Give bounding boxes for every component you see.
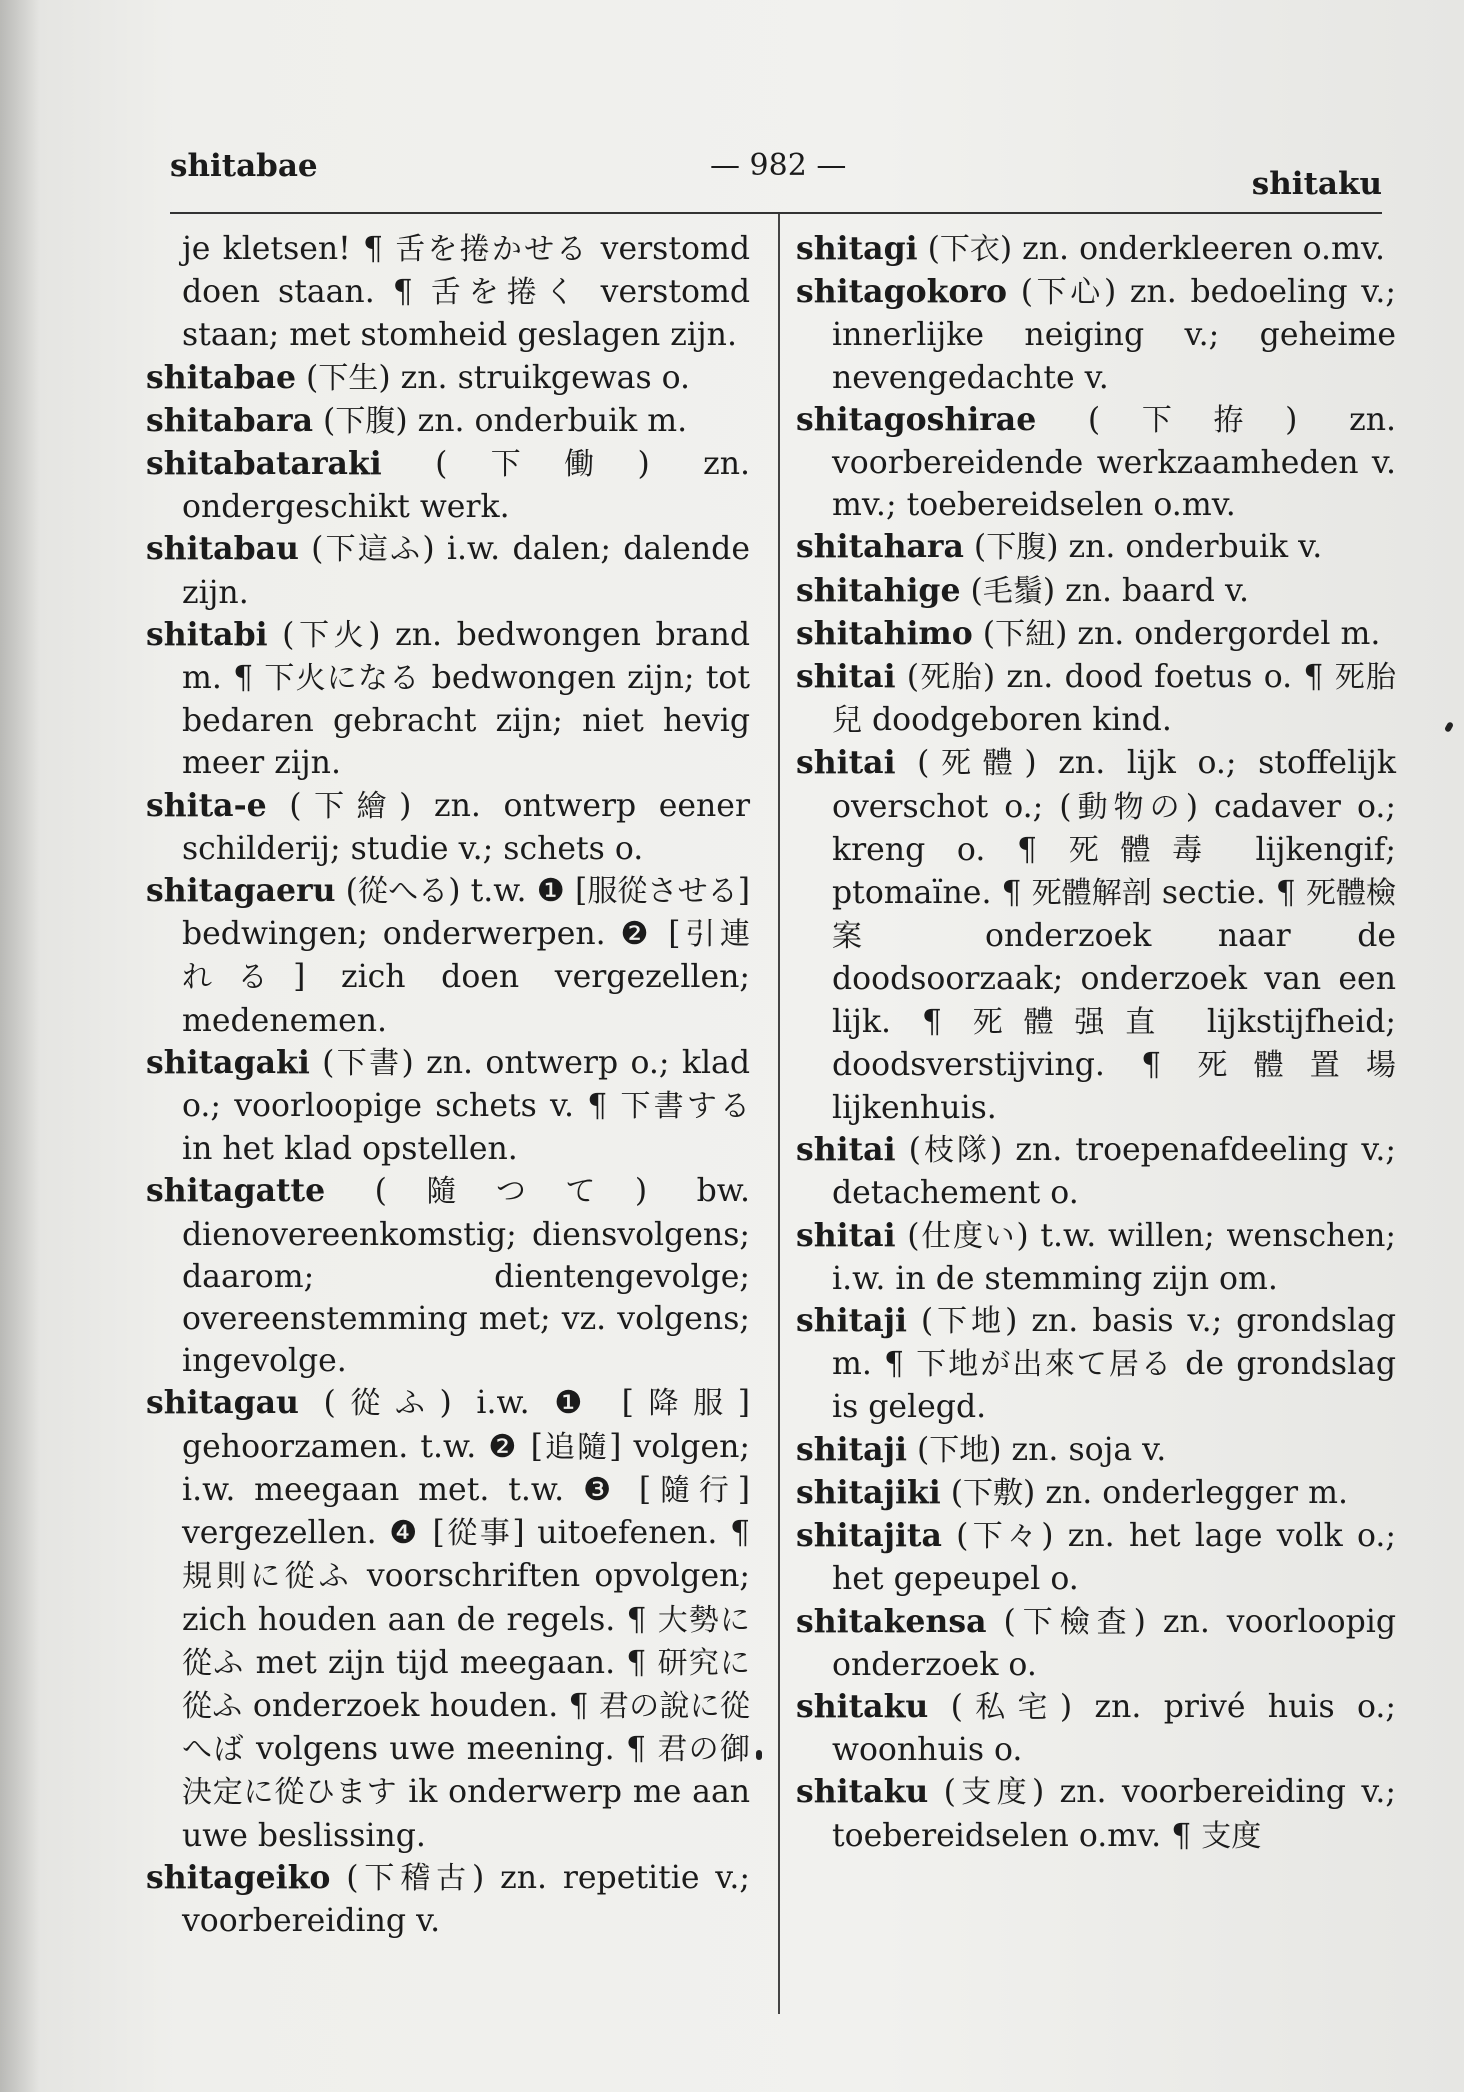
- dictionary-entry: shitabau (下這ふ) i.w. dalen; dalende zijn.: [146, 530, 750, 611]
- page-header: [170, 148, 1382, 202]
- dictionary-entry: shitai (枝隊) zn. troepenafdeeling v.; detachement o.: [796, 1131, 1397, 1212]
- dictionary-entry: shitajiki (下敷) zn. onderlegger m.: [796, 1473, 1348, 1511]
- dictionary-entry: shitakensa (下檢査) zn. voorloopig onderzoek o.: [796, 1602, 1396, 1683]
- dictionary-entry: shitagau (從ふ) i.w. ❶ [降服] gehoorzamen. t.w. ❷ [追隨] volgen; i.w. meegaan met. t.w. ❸ [隨行] vergezellen. ❹ [從事] uitoefenen. ¶ 規則に從ふ voorschriften opvolgen; zich houden aan de regels. ¶ 大勢に從ふ met zijn tijd meegaan. ¶ 研究に從ふ onderzoek houden. ¶ 君の說に從へば volgens uwe meening. ¶ 君の御決定に從ひます ik onderwerp me aan uwe beslissing.: [146, 1384, 751, 1854]
- dictionary-entry: shitaku (支度) zn. voorbereiding v.; toebereidselen o.mv. ¶ 支度: [796, 1773, 1396, 1854]
- dictionary-entry: shitagi (下衣) zn. onderkleeren o.mv.: [796, 230, 1386, 267]
- page-number: — 982 —: [710, 148, 847, 183]
- dictionary-entry: shitabae (下生) zn. struikgewas o.: [146, 358, 691, 396]
- dictionary-entry: shitagaeru (從へる) t.w. ❶ [服從させる] bedwingen; onderwerpen. ❷ [引連れる] zich doen vergezellen; medenemen.: [146, 872, 751, 1039]
- dictionary-entry: shitabi (下火) zn. bedwongen brand m. ¶ 下火になる bedwongen zijn; tot bedaren gebracht zijn; niet hevig meer zijn.: [146, 615, 751, 782]
- dictionary-entry: shitahara (下腹) zn. onderbuik v.: [796, 528, 1323, 566]
- dictionary-entry: shitahige (毛鬚) zn. baard v.: [796, 571, 1250, 609]
- dictionary-entry: shitaji (下地) zn. basis v.; grondslag m. ¶ 下地が出來て居る de grondslag is gelegd.: [796, 1302, 1397, 1426]
- column-divider: [778, 214, 780, 2014]
- dictionary-entry: shitajita (下々) zn. het lage volk o.; het gepeupel o.: [796, 1517, 1396, 1598]
- right-column: [796, 228, 1396, 1858]
- header-rule: [170, 212, 1382, 214]
- left-column: [146, 228, 750, 1942]
- dictionary-entry: je kletsen! ¶ 舌を捲かせる verstomd doen staan. ¶ 舌を捲く verstomd staan; met stomheid geslagen zijn.: [182, 231, 750, 354]
- print-speck: [756, 1750, 762, 1760]
- header-first-word: shitabae: [170, 148, 318, 184]
- print-speck: [1444, 721, 1454, 733]
- dictionary-entry: shitabara (下腹) zn. onderbuik m.: [146, 401, 688, 439]
- dictionary-entry: shitagokoro (下心) zn. bedoeling v.; innerlijke neiging v.; geheime nevengedachte v.: [796, 273, 1396, 396]
- dictionary-entry: shitagaki (下書) zn. ontwerp o.; klad o.; voorloopige schets v. ¶ 下書する in het klad opstellen.: [146, 1043, 751, 1168]
- page-shadow: [0, 0, 40, 2092]
- dictionary-entry: shitagoshirae (下拵) zn. voorbereidende werkzaamheden v. mv.; toebereidselen o.mv.: [796, 400, 1397, 524]
- dictionary-entry: shitahimo (下紐) zn. ondergordel m.: [796, 614, 1381, 652]
- dictionary-entry: shitagatte (隨つて) bw. dienovereenkomstig; diensvolgens; daarom; dientengevolge; overeenstemming met; vz. volgens; ingevolge.: [146, 1172, 750, 1380]
- dictionary-entry: shitai (死體) zn. lijk o.; stoffelijk overschot o.; (動物の) cadaver o.; kreng o. ¶ 死體毒 lijkengif; ptomaïne. ¶ 死體解剖 sectie. ¶ 死體檢案 onderzoek naar de doodsoorzaak; onderzoek van een lijk. ¶ 死體强直 lijkstijfheid; doodsverstijving. ¶ 死體置場 lijkenhuis.: [796, 744, 1397, 1127]
- dictionary-entry: shita-e (下繪) zn. ontwerp eener schilderij; studie v.; schets o.: [146, 786, 751, 867]
- dictionary-entry: shitabataraki (下働) zn. ondergeschikt werk.: [146, 445, 750, 526]
- dictionary-entry: shitaji (下地) zn. soja v.: [796, 1430, 1167, 1468]
- dictionary-entry: shitai (仕度い) t.w. willen; wenschen; i.w. in de stemming zijn om.: [796, 1216, 1396, 1297]
- dictionary-entry: shitai (死胎) zn. dood foetus o. ¶ 死胎兒 doodgeboren kind.: [796, 658, 1397, 739]
- dictionary-entry: shitaku (私宅) zn. privé huis o.; woonhuis o.: [796, 1687, 1396, 1769]
- dictionary-entry: shitageiko (下稽古) zn. repetitie v.; voorbereiding v.: [146, 1858, 750, 1939]
- header-last-word: shitaku: [1251, 166, 1382, 202]
